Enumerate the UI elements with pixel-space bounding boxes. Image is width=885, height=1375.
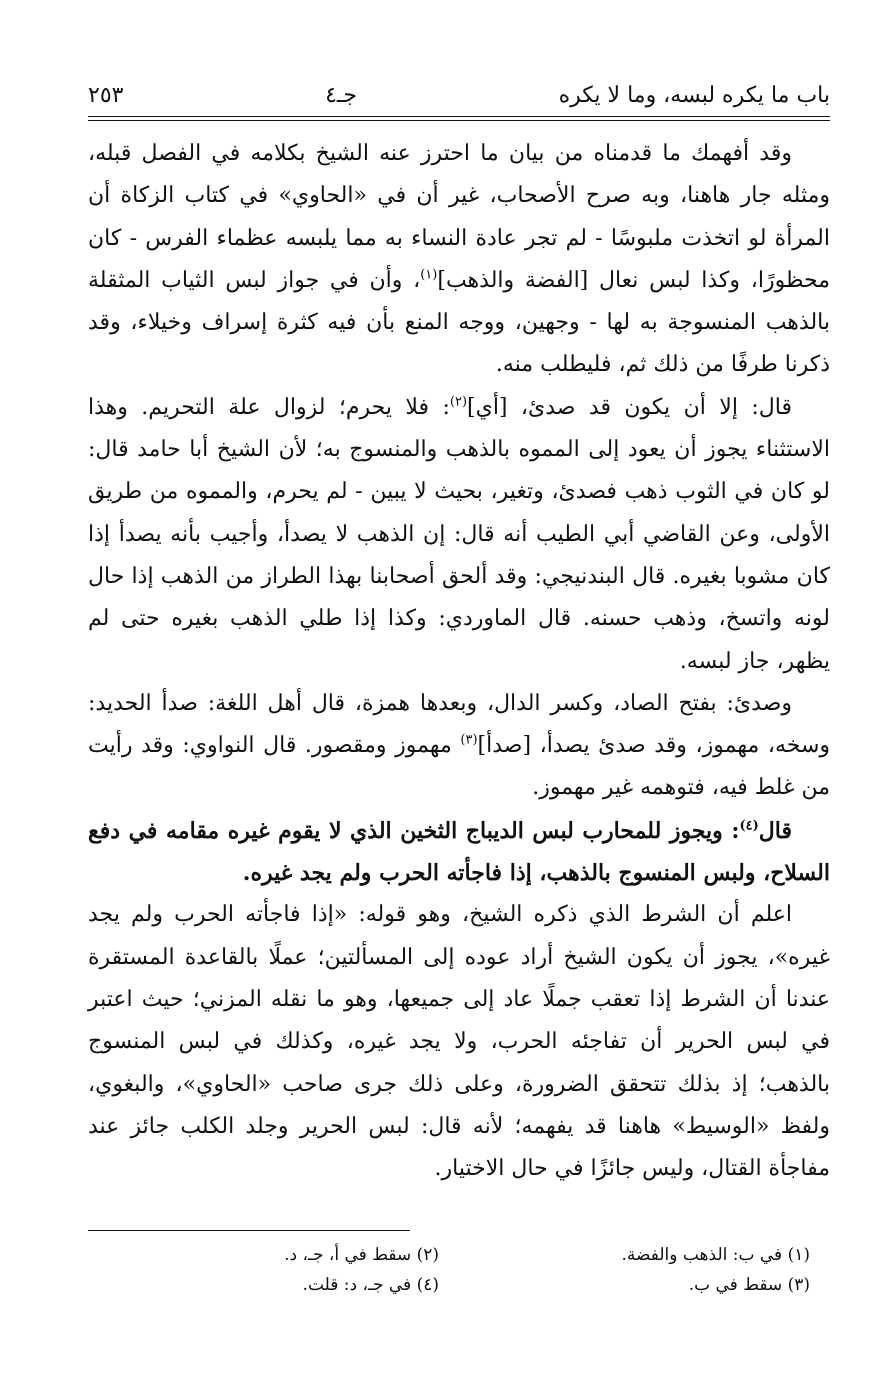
paragraph-1-text-b: ، وأن في جواز لبس الثياب المثقلة بالذهب المنسوجة به لها - وجهين، ووجه المنع بأن فيه كثرة إسراف وخيلاء، وقد ذكرنا طرفًا من ذلك ثم، فليطلب منه. (88, 267, 830, 378)
header-rule-thin (88, 120, 830, 121)
paragraph-5: اعلم أن الشرط الذي ذكره الشيخ، وهو قوله: «إذا فاجأته الحرب ولم يجد غيره»، يجوز أن يكون الشيخ أراد عوده إلى المسألتين؛ عملًا بالقاعدة المستقرة عندنا أن الشرط إذا تعقب جملًا عاد إلى جميعها، وهو ما نقله المزني؛ حيث اعتبر في لبس الحرير أن تفاجئه الحرب، ولا يجد غيره، وكذلك في لبس المنسوج بالذهب؛ إذ بذلك تتحقق الضرورة، وعلى ذلك جرى صاحب «الحاوي»، والبغوي، ولفظ «الوسيط» هاهنا قد يفهمه؛ لأنه قال: لبس الحرير وجلد الكلب جائز عند مفاجأة القتال، وليس جائزًا في حال الاختيار. (88, 902, 830, 1182)
footnote-ref-4: (٤) (739, 818, 759, 834)
paragraph-2-text-a: قال: إلا أن يكون قد صدئ، [أي] (467, 394, 792, 420)
paragraph-2 (88, 387, 830, 683)
page-number: ٢٥٣ (88, 83, 124, 108)
page-header (88, 78, 830, 108)
paragraph-1-text-a: وقد أفهمك ما قدمناه من بيان ما احترز عنه الشيخ بكلامه في الفصل قبله، ومثله جار هاهنا، وبه صرح الأصحاب، غير أن في «الحاوي» في كتاب الزكاة أن المرأة لو اتخذت ملبوسًا - لم تجر عادة النساء به مما يلبسه عظماء الفرس - كان محظورًا، وكذا لبس نعال [الفضة والذهب] (88, 141, 830, 293)
footnote-ref-1: (١) (420, 267, 438, 283)
paragraph-4-text-a: قال (758, 817, 792, 844)
paragraph-4 (88, 810, 830, 895)
footnote-ref-3: (٣) (460, 732, 478, 748)
footnote-2: (٢) سقط في أ، جـ، د. (284, 1245, 439, 1265)
document-page (88, 78, 830, 1190)
footnote-4: (٤) في جـ، د: قلت. (302, 1275, 439, 1295)
header-rule-thick (88, 116, 830, 117)
paragraph-1 (88, 133, 830, 387)
footnote-ref-2: (٢) (449, 394, 468, 410)
paragraph-3-text-a: وصدئ: بفتح الصاد، وكسر الدال، وبعدها همزة، قال أهل اللغة: صدأ الحديد: وسخه، مهموز، وقد صدئ يصدأ، [صدأ] (88, 690, 831, 759)
main-text (88, 133, 830, 1190)
paragraph-2-text-b: : فلا يحرم؛ لزوال علة التحريم. وهذا الاستثناء يجوز أن يعود إلى المموه بالذهب والمنسوج به؛ لأن الشيخ أبا حامد قال: لو كان في الثوب ذهب فصدئ، وتغير، بحيث لا يبين - لم يحرم، والمموه من طريق الأولى، وعن القاضي أبي الطيب أنه قال: إن الذهب لا يصدأ، وأجيب بأنه يصدأ إذا كان مشوبا بغيره. قال البندنيجي: وقد ألحق أصحابنا بهذا الطراز من الذهب إذا حال لونه واتسخ، وذهب حسنه. قال الماوردي: وكذا إذا طلي الذهب بغيره حتى لم يظهر، جاز لبسه. (88, 394, 830, 674)
footnote-separator (88, 1230, 410, 1231)
footnotes (88, 1242, 830, 1298)
paragraph-4-text-b: : ويجوز للمحارب لبس الديباج الثخين الذي لا يقوم غيره مقامه في دفع السلاح، ولبس المنسوج بالذهب، إذا فاجأته الحرب ولم يجد غيره. (88, 817, 830, 887)
footnote-3: (٣) سقط في ب. (688, 1275, 810, 1295)
paragraph-3 (88, 683, 830, 810)
footnote-1: (١) في ب: الذهب والفضة. (621, 1245, 810, 1265)
running-title: باب ما يكره لبسه، وما لا يكره (558, 83, 830, 108)
volume-label: جـ٤ (325, 83, 357, 108)
paragraph-3-text-b: مهموز ومقصور. قال النواوي: وقد رأيت من غلط فيه، فتوهمه غير مهموز. (88, 733, 830, 801)
